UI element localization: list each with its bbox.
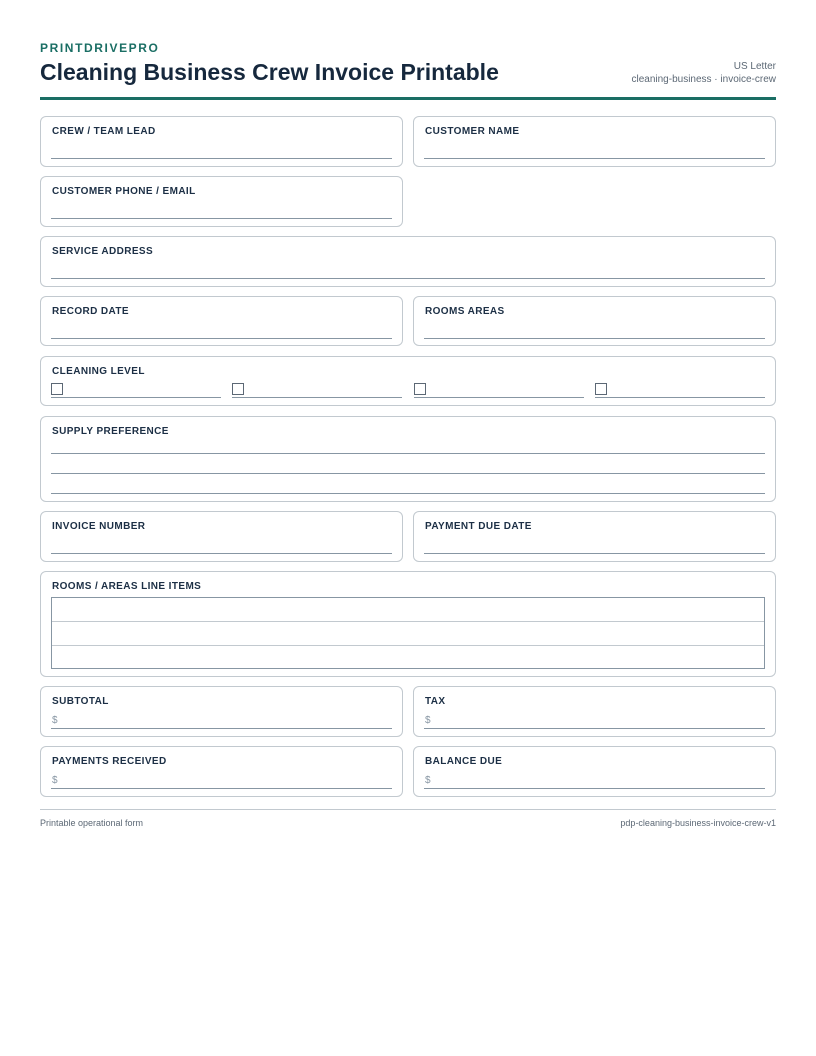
supply-preference-line-1[interactable] [51,453,765,454]
supply-preference-label: SUPPLY PREFERENCE [52,426,169,437]
option-write-line[interactable] [232,397,402,398]
rooms-areas-field[interactable] [413,296,776,346]
form-tags: cleaning-business · invoice-crew [631,74,776,85]
customer-contact-input-line[interactable] [51,218,392,219]
subtotal-field[interactable] [40,686,403,737]
currency-symbol: $ [52,775,58,786]
customer-name-input-line[interactable] [424,158,765,159]
line-items-label: ROOMS / AREAS LINE ITEMS [52,581,202,592]
footer-rule [40,809,776,810]
cleaning-level-field [40,356,776,406]
service-address-input-line[interactable] [51,278,765,279]
record-date-input-line[interactable] [51,338,392,339]
payment-due-date-field[interactable] [413,511,776,562]
page-title: Cleaning Business Crew Invoice Printable [40,59,499,85]
table-row[interactable] [52,646,764,670]
record-date-field[interactable] [40,296,403,346]
line-items-field [40,571,776,677]
balance-due-field[interactable] [413,746,776,797]
supply-preference-line-3[interactable] [51,493,765,494]
customer-name-field[interactable] [413,116,776,167]
payments-received-label: PAYMENTS RECEIVED [52,756,167,767]
option-write-line[interactable] [51,397,221,398]
table-row[interactable] [52,598,764,622]
footer-note: Printable operational form [40,818,144,828]
tax-label: TAX [425,696,446,707]
customer-contact-label: CUSTOMER PHONE / EMAIL [52,186,196,197]
rooms-areas-input-line[interactable] [424,338,765,339]
payments-received-field[interactable] [40,746,403,797]
checkbox[interactable] [595,383,607,395]
line-items-table [51,597,765,669]
crew-lead-input-line[interactable] [51,158,392,159]
currency-symbol: $ [425,775,431,786]
subtotal-input-line[interactable] [51,728,392,729]
cleaning-level-option-1[interactable] [51,382,221,398]
form-id: pdp-cleaning-business-invoice-crew-v1 [620,818,776,828]
checkbox[interactable] [414,383,426,395]
customer-name-label: CUSTOMER NAME [425,126,520,137]
table-row[interactable] [52,622,764,646]
payment-due-date-label: PAYMENT DUE DATE [425,521,532,532]
option-write-line[interactable] [595,397,765,398]
cleaning-level-label: CLEANING LEVEL [52,366,145,377]
rooms-areas-label: ROOMS AREAS [425,306,505,317]
option-write-line[interactable] [414,397,584,398]
invoice-number-field[interactable] [40,511,403,562]
balance-due-input-line[interactable] [424,788,765,789]
cleaning-level-option-4[interactable] [595,382,765,398]
paper-size: US Letter [733,61,776,72]
checkbox[interactable] [232,383,244,395]
tax-input-line[interactable] [424,728,765,729]
header-rule [40,97,776,100]
tax-field[interactable] [413,686,776,737]
currency-symbol: $ [52,715,58,726]
service-address-field[interactable] [40,236,776,287]
record-date-label: RECORD DATE [52,306,129,317]
supply-preference-field[interactable] [40,416,776,502]
checkbox[interactable] [51,383,63,395]
subtotal-label: SUBTOTAL [52,696,109,707]
currency-symbol: $ [425,715,431,726]
crew-lead-field[interactable] [40,116,403,167]
payments-received-input-line[interactable] [51,788,392,789]
brand-name: PRINTDRIVEPRO [40,41,160,55]
crew-lead-label: CREW / TEAM LEAD [52,126,156,137]
supply-preference-line-2[interactable] [51,473,765,474]
service-address-label: SERVICE ADDRESS [52,246,154,257]
customer-contact-field[interactable] [40,176,403,227]
invoice-number-input-line[interactable] [51,553,392,554]
cleaning-level-option-3[interactable] [414,382,584,398]
payment-due-date-input-line[interactable] [424,553,765,554]
cleaning-level-option-2[interactable] [232,382,402,398]
balance-due-label: BALANCE DUE [425,756,503,767]
page-meta [631,60,776,86]
invoice-number-label: INVOICE NUMBER [52,521,146,532]
